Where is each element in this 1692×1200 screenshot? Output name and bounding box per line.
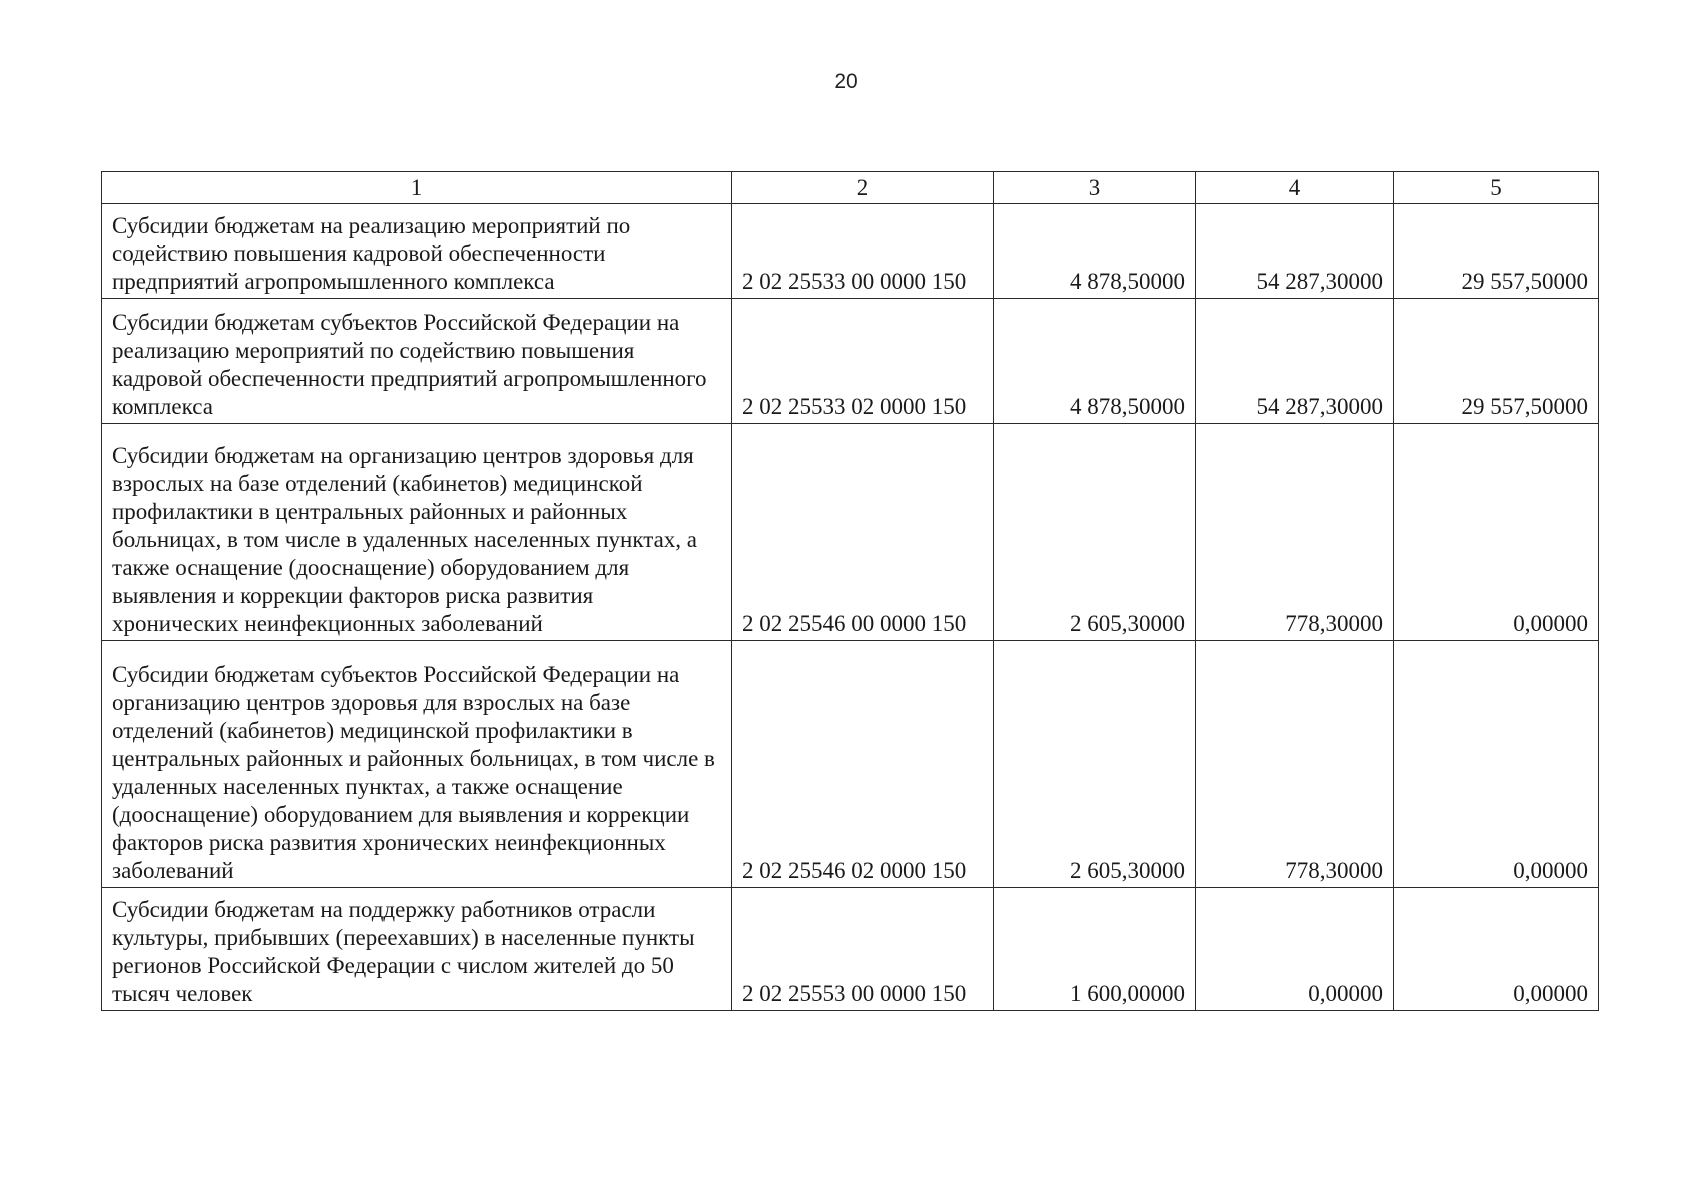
page-number: 20 (834, 70, 858, 93)
table-header (102, 172, 1599, 204)
row-code: 2 02 25533 02 0000 150 (732, 299, 994, 424)
header-cell-4: 4 (1196, 172, 1394, 204)
row-value-col4: 0,00000 (1196, 888, 1394, 1011)
row-code: 2 02 25533 00 0000 150 (732, 204, 994, 299)
header-row (102, 172, 1599, 204)
row-value-col5: 0,00000 (1394, 424, 1599, 641)
table-row (102, 888, 1599, 1011)
row-value-col4: 54 287,30000 (1196, 204, 1394, 299)
row-code: 2 02 25546 02 0000 150 (732, 641, 994, 888)
row-value-col4: 778,30000 (1196, 641, 1394, 888)
row-value-col5: 0,00000 (1394, 888, 1599, 1011)
row-value-col3: 4 878,50000 (994, 299, 1196, 424)
row-value-col4: 54 287,30000 (1196, 299, 1394, 424)
row-value-col3: 2 605,30000 (994, 641, 1196, 888)
row-name: Субсидии бюджетам на поддержку работников отрасли культуры, прибывших (переехавших) в населенные пункты регионов Российской Федерации с числом жителей до 50 тысяч человек (102, 888, 732, 1011)
row-value-col3: 4 878,50000 (994, 204, 1196, 299)
row-value-col5: 29 557,50000 (1394, 299, 1599, 424)
row-value-col3: 2 605,30000 (994, 424, 1196, 641)
row-value-col3: 1 600,00000 (994, 888, 1196, 1011)
row-value-col5: 0,00000 (1394, 641, 1599, 888)
table-body (102, 204, 1599, 1011)
header-cell-3: 3 (994, 172, 1196, 204)
table-row (102, 204, 1599, 299)
row-name: Субсидии бюджетам на организацию центров здоровья для взрослых на базе отделений (кабинетов) медицинской профилактики в центральных районных и районных больницах, в том числе в удаленных населенных пунктах, а также оснащение (дооснащение) оборудованием для выявления и коррекции факторов риска развития хронических неинфекционных заболеваний (102, 424, 732, 641)
header-cell-1: 1 (102, 172, 732, 204)
row-name: Субсидии бюджетам субъектов Российской Федерации на реализацию мероприятий по содействию повышения кадровой обеспеченности предприятий агропромышленного комплекса (102, 299, 732, 424)
row-name: Субсидии бюджетам на реализацию мероприятий по содействию повышения кадровой обеспеченности предприятий агропромышленного комплекса (102, 204, 732, 299)
table-row (102, 424, 1599, 641)
table-row (102, 641, 1599, 888)
row-code: 2 02 25553 00 0000 150 (732, 888, 994, 1011)
row-name: Субсидии бюджетам субъектов Российской Федерации на организацию центров здоровья для взрослых на базе отделений (кабинетов) медицинской профилактики в центральных районных и районных больницах, в том числе в удаленных населенных пунктах, а также оснащение (дооснащение) оборудованием для выявления и коррекции факторов риска развития хронических неинфекционных заболеваний (102, 641, 732, 888)
row-code: 2 02 25546 00 0000 150 (732, 424, 994, 641)
row-value-col4: 778,30000 (1196, 424, 1394, 641)
budget-table (101, 171, 1599, 1011)
header-cell-5: 5 (1394, 172, 1599, 204)
row-value-col5: 29 557,50000 (1394, 204, 1599, 299)
header-cell-2: 2 (732, 172, 994, 204)
table-row (102, 299, 1599, 424)
